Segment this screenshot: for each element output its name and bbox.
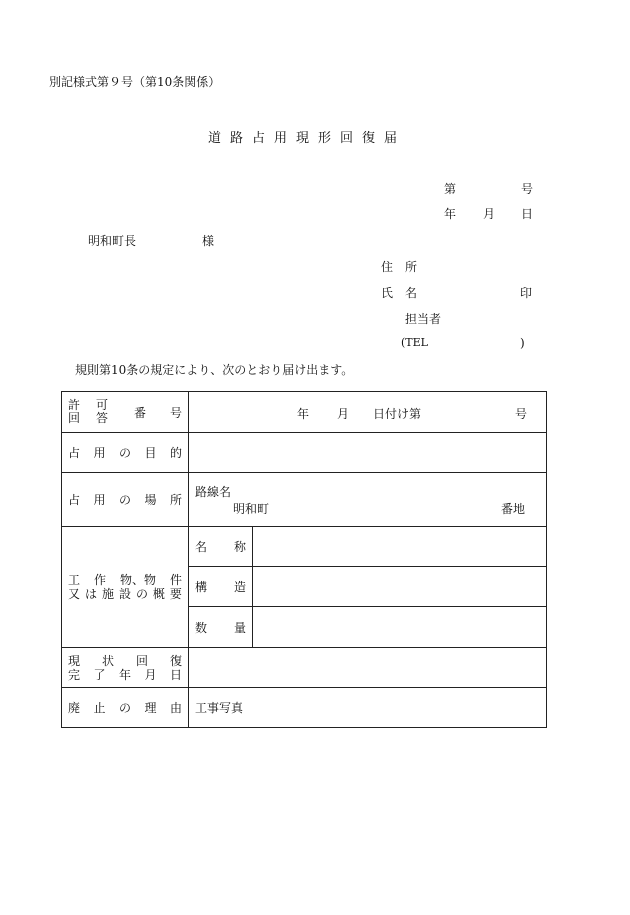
abolish-label-cell (62, 688, 189, 728)
tel-open: (TEL (401, 336, 428, 349)
number-dai: 第 (444, 182, 457, 196)
works-label-line2: 又 は 施 設 の 概 要 (68, 587, 182, 601)
works-label-line1: 工 作 物、物 件 (68, 573, 182, 587)
form-reference: 別記様式第９号（第10条関係） (49, 75, 221, 89)
date-month: 月 (483, 207, 496, 221)
contact-person-label: 担当者 (405, 312, 442, 326)
restore-label-line1: 現 状 回 復 (68, 653, 182, 668)
permit-value-cell[interactable] (189, 392, 547, 433)
seal-mark: 印 (520, 286, 533, 300)
table-row-place (62, 473, 547, 527)
document-title: 道路占用現形回復届 (208, 131, 407, 146)
works-structure-value-cell[interactable] (253, 567, 547, 607)
construction-photo-text: 工事写真 (195, 701, 244, 715)
address-label: 住 所 (381, 260, 418, 274)
permit-char-ka: 可 (95, 398, 108, 412)
works-name-label-cell (189, 527, 253, 567)
works-structure-label-cell (189, 567, 253, 607)
number-go: 号 (521, 182, 534, 196)
restore-label-line2: 完 了 年 月 日 (68, 667, 182, 682)
works-name-value-cell[interactable] (253, 527, 547, 567)
permit-go: 号 (515, 407, 528, 421)
abolish-label: 廃 止 の 理 由 (68, 701, 182, 715)
date-day: 日 (521, 207, 534, 221)
tel-close: ) (520, 336, 525, 350)
permit-number-label: 番 号 (133, 405, 182, 420)
town-name: 明和町 (233, 502, 270, 516)
banchi-label: 番地 (501, 502, 526, 516)
place-value-cell[interactable] (189, 473, 547, 527)
date-year: 年 (444, 207, 457, 221)
works-quantity-label: 数 量 (195, 620, 246, 635)
works-quantity-value-cell[interactable] (253, 607, 547, 648)
table-row-permit (62, 392, 547, 433)
permit-date-dai: 日付け第 (373, 407, 422, 421)
table-row-works-name (62, 527, 547, 567)
abolish-value-cell[interactable] (189, 688, 547, 728)
route-name-label: 路線名 (195, 485, 232, 499)
table-row-purpose (62, 433, 547, 473)
place-label: 占 用 の 場 所 (68, 493, 182, 507)
addressee-name: 明和町長 (88, 234, 137, 248)
permit-char-to: 答 (95, 411, 108, 425)
name-label: 氏 名 (381, 286, 418, 300)
works-label-cell (62, 527, 189, 648)
purpose-label-cell (62, 433, 189, 473)
purpose-value-cell[interactable] (189, 433, 547, 473)
addressee-honorific: 様 (202, 234, 215, 248)
intro-text: 規則第10条の規定により、次のとおり届け出ます。 (75, 363, 354, 377)
works-name-label: 名 称 (195, 540, 246, 554)
table-row-abolish (62, 688, 547, 728)
restore-label-cell (62, 648, 189, 688)
permit-month: 月 (337, 407, 350, 421)
permit-label-cell (62, 392, 189, 433)
works-structure-label: 構 造 (195, 580, 246, 594)
application-table (61, 391, 547, 728)
restore-value-cell[interactable] (189, 648, 547, 688)
purpose-label: 占 用 の 目 的 (68, 446, 182, 460)
place-label-cell (62, 473, 189, 527)
permit-char-kai: 回 (68, 411, 81, 425)
permit-char-kyo: 許 (68, 398, 81, 412)
permit-year: 年 (297, 407, 310, 421)
works-quantity-label-cell (189, 607, 253, 648)
table-row-restore (62, 648, 547, 688)
